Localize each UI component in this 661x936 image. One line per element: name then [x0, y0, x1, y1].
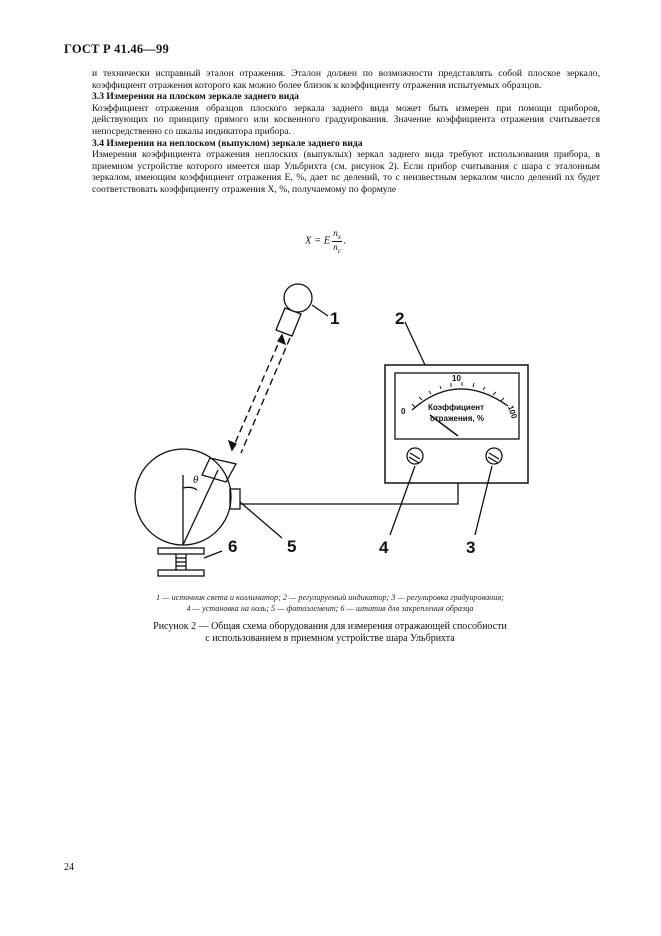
stand-top — [158, 548, 204, 554]
label-4: 4 — [379, 538, 389, 557]
reflected-beam — [241, 338, 290, 453]
label-2: 2 — [395, 309, 405, 328]
paragraph-3: Измерения коэффициента отражения неплоских (выпуклых) зеркал заднего вида требуют использования прибора, в приемном устройстве которого имеется шар Ульбрихта (см. рисунок 2). Если прибор считывания с шара с эталонным зеркалом, имеющим коэффициент отражения E, %, дает nc делений, то с неизвестным зеркалом число делений nx будет соответствовать коэффициенту отражения X, %, получаемому по формуле — [92, 149, 600, 195]
paragraph-1: и технически исправный эталон отражения. Эталон должен по возможности представлять собой плоское зеркало, коэффициент отражения которого как можно более близок к коэффициенту отражения испытуемых образцов. — [92, 68, 600, 91]
section-3-4-heading: 3.4 Измерения на неплоском (выпуклом) зеркале заднего вида — [92, 137, 363, 149]
signal-cable — [240, 483, 458, 504]
dial-mid: 10 — [452, 374, 461, 383]
formula-eq: = — [314, 235, 322, 247]
page-number: 24 — [64, 862, 74, 873]
body-text — [92, 68, 600, 196]
caption-line-2: с использованием в приемном устройстве шара Ульбрихта — [205, 633, 455, 644]
document-header: ГОСТ Р 41.46—99 — [64, 42, 169, 56]
section-3-3-heading: 3.3 Измерения на плоском зеркале заднего вида — [92, 91, 299, 103]
figure-caption — [110, 621, 550, 645]
label-5: 5 — [287, 537, 297, 556]
incident-beam — [232, 335, 282, 450]
collimator — [276, 308, 301, 336]
label-3: 3 — [466, 538, 476, 557]
stand-base — [158, 570, 204, 576]
dial-min: 0 — [401, 407, 406, 416]
equipment-diagram — [0, 270, 661, 590]
sample-port — [202, 458, 236, 482]
light-source-bulb — [284, 284, 312, 312]
formula-lhs: X — [305, 235, 312, 247]
caption-line-1: Рисунок 2 — Общая схема оборудования для измерения отражающей способности — [153, 621, 507, 632]
figure-legend — [110, 593, 550, 614]
paragraph-2: Коэффициент отражения образцов плоского зеркала заднего вида может быть измерен при помощи приборов, действующих по принципу прямого или косвенного градуирования. Значение коэффициента отражения считывается непосредственно со шкалы индикатора прибора. — [92, 102, 600, 137]
legend-line-2: 4 — установка на ноль; 5 — фотоэлемент; 6 — штатив для закрепления образца — [186, 603, 474, 613]
dial-label-line2: отражения, % — [430, 414, 484, 423]
formula-fraction: $\frac{n_x}{n_c}$ — [333, 228, 341, 255]
label-6: 6 — [228, 537, 238, 556]
angle-theta: θ — [193, 474, 199, 486]
dial-label-line1: Коэффициент — [428, 403, 485, 412]
reflection-formula — [305, 228, 346, 255]
formula-end: . — [343, 235, 347, 247]
angle-line — [183, 470, 218, 545]
dial-max: 100 — [505, 404, 519, 420]
label-1: 1 — [330, 309, 340, 328]
formula-factor: E — [323, 235, 331, 247]
legend-line-1: 1 — источник света и коллиматор; 2 — регулируемый индикатор; 3 — регулировка градуирования; — [156, 593, 504, 602]
